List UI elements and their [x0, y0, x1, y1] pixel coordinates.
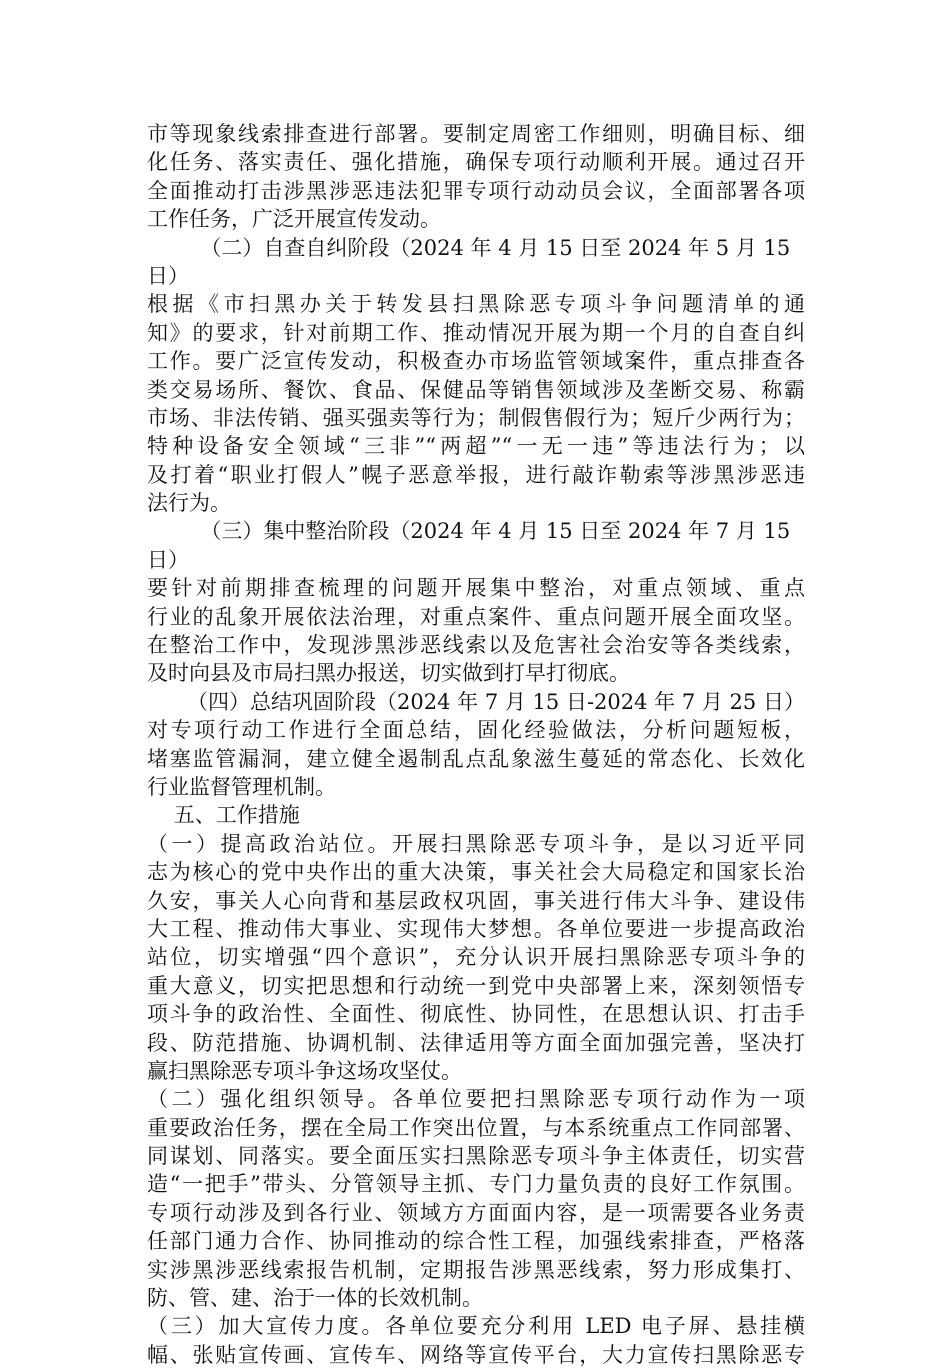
text-line: 特种设备安全领域“三非”“两超”“一无一违”等违法行为；以: [147, 434, 805, 459]
text-line: 日）: [147, 547, 189, 572]
text-line: 知》的要求，针对前期工作、推动情况开展为期一个月的自查自纠: [147, 320, 805, 345]
text-line: 行业的乱象开展依法治理，对重点案件、重点问题开展全面攻坚。: [147, 604, 805, 629]
text-line: 造“一把手”带头、分管领导主抓、专门力量负责的良好工作氛围。: [147, 1172, 805, 1197]
text-line: 类交易场所、餐饮、食品、保健品等销售领域涉及垄断交易、称霸: [147, 377, 805, 402]
text-line: 重要政治任务，摆在全局工作突出位置，与本系统重点工作同部署、: [147, 1115, 805, 1140]
text-line: 赢扫黑除恶专项斗争这场攻坚仗。: [147, 1058, 462, 1083]
text-line: 堵塞监管漏洞，建立健全遏制乱点乱象滋生蔓延的常态化、长效化: [147, 746, 805, 771]
text-line: 大工程、推动伟大事业、实现伟大梦想。各单位要进一步提高政治: [147, 916, 805, 941]
text-line: （二）自查自纠阶段（2024 年 4 月 15 日至 2024 年 5 月 15: [147, 235, 791, 260]
text-line: 工作任务，广泛开展宣传发动。: [147, 207, 441, 232]
text-line: 行业监督管理机制。: [147, 774, 336, 799]
text-line: （一）提高政治站位。开展扫黑除恶专项斗争，是以习近平同: [147, 831, 805, 856]
text-line: 幅、张贴宣传画、宣传车、网络等宣传平台，大力宣传扫黑除恶专: [147, 1342, 805, 1367]
document-body: [147, 120, 805, 1369]
text-line: 站位，切实增强“四个意识”，充分认识开展扫黑除恶专项斗争的: [147, 945, 805, 970]
text-line: 防、管、建、治于一体的长效机制。: [147, 1286, 483, 1311]
text-line: 专项行动涉及到各行业、领域方方面面内容，是一项需要各业务责: [147, 1200, 805, 1225]
text-line: 及时向县及市局扫黑办报送，切实做到打早打彻底。: [147, 661, 630, 686]
text-line: 要针对前期排查梳理的问题开展集中整治，对重点领域、重点: [147, 576, 805, 601]
text-line: 化任务、落实责任、强化措施，确保专项行动顺利开展。通过召开: [147, 150, 805, 175]
text-line: 市场、非法传销、强买强卖等行为；制假售假行为；短斤少两行为；: [147, 405, 805, 430]
text-line: （二）强化组织领导。各单位要把扫黑除恶专项行动作为一项: [147, 1087, 805, 1112]
text-line: 工作。要广泛宣传发动，积极查办市场监管领域案件，重点排查各: [147, 349, 805, 374]
text-line: 在整治工作中，发现涉黑涉恶线索以及危害社会治安等各类线索，: [147, 633, 805, 658]
text-line: 重大意义，切实把思想和行动统一到党中央部署上来，深刻领悟专: [147, 973, 805, 998]
text-line: 市等现象线索排查进行部署。要制定周密工作细则，明确目标、细: [147, 122, 805, 146]
text-line: 全面推动打击涉黑涉恶违法犯罪专项行动动员会议，全面部署各项: [147, 178, 805, 203]
text-line: 日）: [147, 263, 189, 288]
text-line: 根据《市扫黑办关于转发县扫黑除恶专项斗争问题清单的通: [147, 292, 805, 317]
text-line: （四）总结巩固阶段（2024 年 7 月 15 日-2024 年 7 月 25 日）: [147, 689, 805, 714]
text-line: 实涉黑涉恶线索报告机制，定期报告涉黑恶线索，努力形成集打、: [147, 1257, 805, 1282]
text-line: （三）集中整治阶段（2024 年 4 月 15 日至 2024 年 7 月 15: [147, 519, 791, 544]
text-line: 五、工作措施: [147, 803, 300, 828]
text-line: （三）加大宣传力度。各单位要充分利用 LED 电子屏、悬挂横: [147, 1314, 805, 1339]
text-line: 志为核心的党中央作出的重大决策，事关社会大局稳定和国家长治: [147, 860, 805, 885]
text-line: 同谋划、同落实。要全面压实扫黑除恶专项斗争主体责任，切实营: [147, 1144, 805, 1169]
text-line: 及打着“职业打假人”幌子恶意举报，进行敲诈勒索等涉黑涉恶违: [147, 462, 805, 487]
text-line: 法行为。: [147, 491, 231, 516]
text-line: 久安，事关人心向背和基层政权巩固，事关进行伟大斗争、建设伟: [147, 888, 805, 913]
text-line: 段、防范措施、协调机制、法律适用等方面全面加强完善，坚决打: [147, 1030, 805, 1055]
text-line: 项斗争的政治性、全面性、彻底性、协同性，在思想认识、打击手: [147, 1002, 805, 1027]
text-line: 对专项行动工作进行全面总结，固化经验做法，分析问题短板，: [147, 718, 805, 743]
text-line: 任部门通力合作、协同推动的综合性工程，加强线索排查，严格落: [147, 1229, 805, 1254]
